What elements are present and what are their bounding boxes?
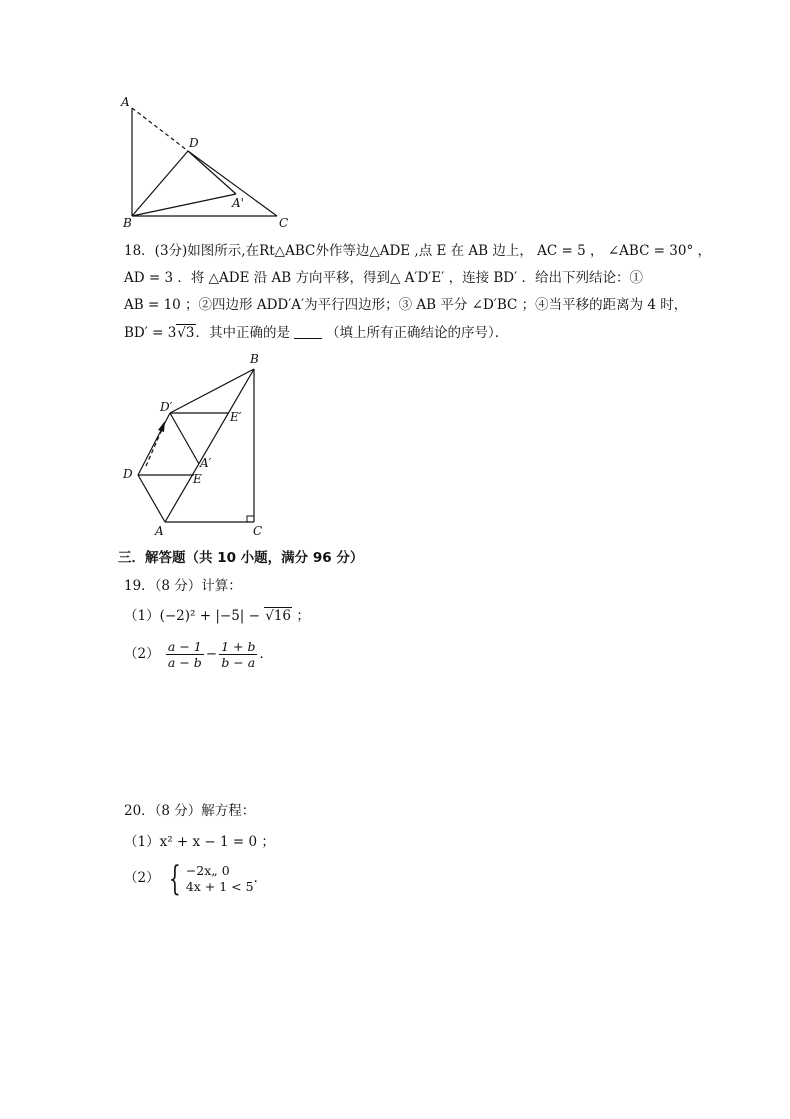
q19-p2-end: ． — [259, 646, 273, 662]
triangle-figure-1 — [115, 92, 295, 232]
label-B: B — [250, 352, 259, 366]
q19-p2-fraction-1: $\frac{a - 1}{a - b}$ — [167, 639, 202, 670]
q18-answer-blank[interactable] — [294, 326, 322, 339]
q18-correct-text: ．其中正确的是 — [195, 325, 290, 341]
q20-part-2 — [124, 858, 268, 899]
label-E-prime: E′ — [230, 410, 242, 424]
label-D-prime: D′ — [160, 400, 173, 414]
section-3-title: 三．解答题（共 10 小题，满分 96 分） — [118, 550, 364, 566]
q19-p2-fraction-2: $\frac{1 + b}{b - a}$ — [221, 639, 256, 670]
label-C: C — [279, 216, 289, 230]
q18-instruction: （填上所有正确结论的序号）． — [326, 325, 509, 341]
label-C: C — [253, 524, 263, 538]
q19-title: 19．（8 分）计算： — [124, 578, 242, 594]
figure-1 — [115, 92, 295, 232]
triangle-figure-2 — [118, 350, 278, 542]
label-D: D — [123, 467, 133, 481]
q20-p2-label: （2） — [124, 870, 160, 886]
label-A-prime: A′ — [200, 456, 212, 470]
q20-title: 20．（8 分）解方程： — [124, 803, 256, 819]
q19-part-2 — [124, 638, 273, 670]
q20-p2-brace: { — [168, 858, 181, 899]
q19-p1-end: ； — [292, 608, 310, 624]
q20-p2-row-1: −2x„ 0 — [185, 862, 230, 878]
label-A: A — [121, 95, 130, 109]
label-A-prime: A' — [232, 196, 244, 210]
q18-line-3: AB = 10 ；②四边形 ADD′A′为平行四边形；③ AB 平分 ∠D′BC ；④当平移的距离为 4 时， — [124, 297, 688, 313]
q19-p1-sqrt: √16 — [265, 608, 292, 624]
label-D: D — [189, 136, 199, 150]
q20-p2-system — [186, 863, 254, 895]
q18-line-2: AD = 3 ．将 △ADE 沿 AB 方向平移，得到△ A′D′E′ ，连接 BD′ ．给出下列结论：① — [124, 270, 643, 286]
q18-bd-expr: BD′ = 3 — [124, 325, 177, 341]
q19-p1-expr: (−2)² + |−5| − — [159, 608, 265, 624]
label-B: B — [123, 216, 132, 230]
q19-part-1 — [124, 607, 310, 625]
q19-p2-minus: − — [205, 646, 218, 662]
q19-p1-label: （1） — [124, 608, 160, 624]
q20-p2-row-2: 4x + 1 < 5 — [185, 878, 254, 894]
label-A: A — [155, 524, 164, 538]
q18-line-4 — [124, 324, 508, 342]
q18-sqrt: √3 — [177, 325, 195, 341]
q20-p1-label: （1） — [124, 834, 160, 850]
q20-part-1 — [124, 833, 275, 851]
q20-p2-end: ． — [253, 870, 268, 886]
q18-line-1: 18．(3分)如图所示,在Rt△ABC外作等边△ADE ,点 E 在 AB 边上， AC = 5 ， ∠ABC = 30° ， — [124, 243, 712, 259]
q19-p2-label: （2） — [124, 646, 160, 662]
q20-p1-expr: x² + x − 1 = 0 ； — [159, 834, 275, 850]
figure-2 — [118, 350, 278, 542]
label-E: E — [193, 472, 202, 486]
